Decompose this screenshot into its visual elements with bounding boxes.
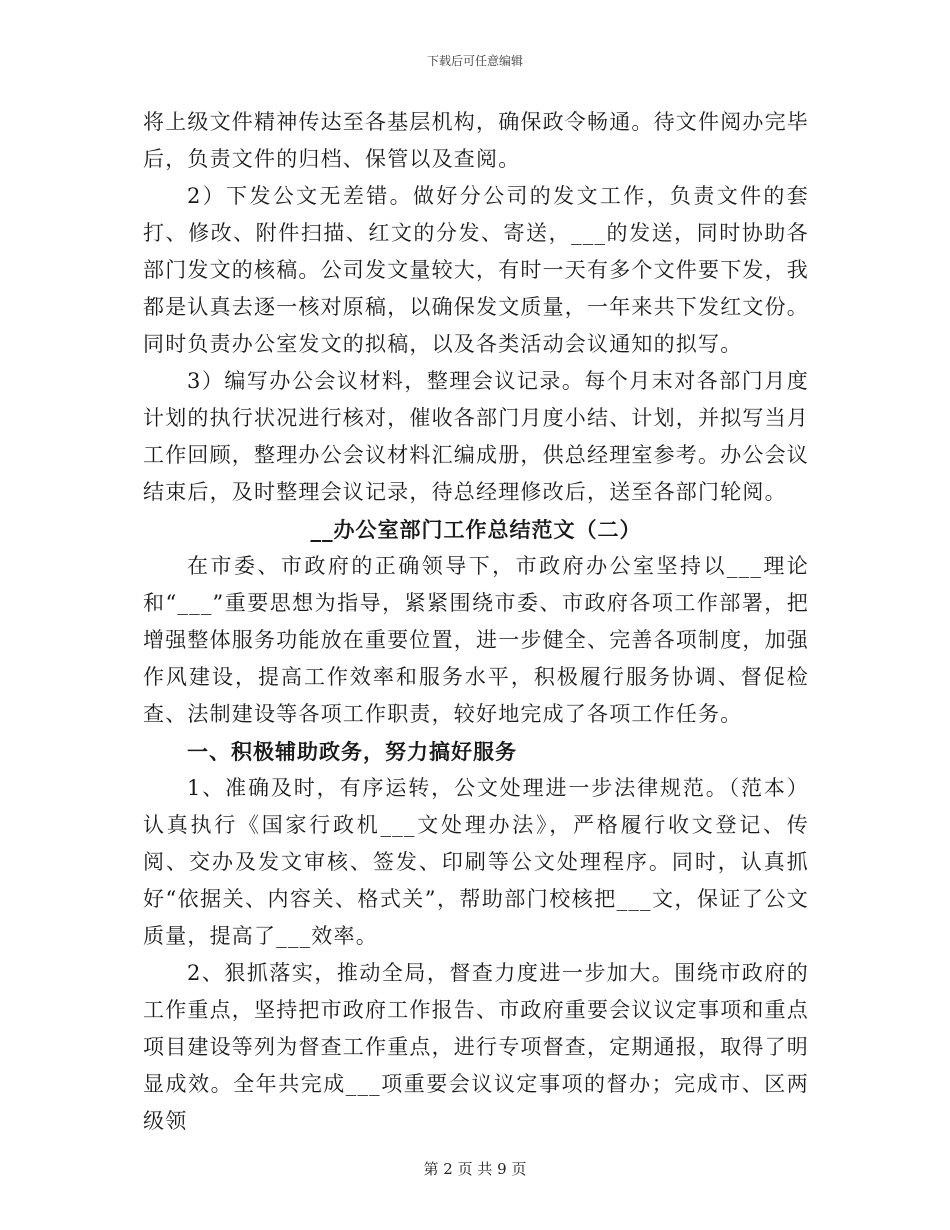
section-heading: 一、积极辅助政务，努力搞好服务 — [187, 739, 517, 764]
paragraph-intro: 在市委、市政府的正确领导下，市政府办公室坚持以___理论和“___”重要思想为指导，紧紧围绕市委、市政府各项工作部署，把增强整体服务功能放在重要位置，进一步健全、完善各项制度，加强作风建设，提高工作效率和服务水平，积极履行服务协调、督促检查、法制建设等各项工作职责，较好地完成了各项工作任务。 — [143, 554, 809, 726]
paragraph-point-1: 1、准确及时，有序运转，公文处理进一步法律规范。（范本）认真执行《国家行政机___文处理办法》，严格履行收文登记、传阅、交办及发文审核、签发、印刷等公文处理程序。同时，认真抓好“依据关、内容关、格式关”，帮助部门校核把___文，保证了公文质量，提高了___效率。 — [143, 776, 809, 948]
paragraph-item-2: 2）下发公文无差错。做好分公司的发文工作，负责文件的套打、修改、附件扫描、红文的分发、寄送，___的发送，同时协助各部门发文的核稿。公司发文量较大，有时一天有多个文件要下发，我都是认真去逐一核对原稿，以确保发文质量，一年来共下发红文份。同时负责办公室发文的拟稿，以及各类活动会议通知的拟写。 — [143, 184, 809, 356]
page-header: 下载后可任意编辑 — [426, 54, 523, 68]
paragraph-continuation: 将上级文件精神传达至各基层机构，确保政令畅通。待文件阅办完毕后，负责文件的归档、保管以及查阅。 — [143, 110, 809, 171]
page-footer: 第 2 页 共 9 页 — [423, 1160, 527, 1178]
section-title: __办公室部门工作总结范文（二） — [310, 517, 642, 542]
paragraph-point-2: 2、狠抓落实，推动全局，督查力度进一步加大。围绕市政府的工作重点，坚持把市政府工作报告、市政府重要会议议定事项和重点项目建设等列为督查工作重点，进行专项督查，定期通报，取得了明显成效。全年共完成___项重要会议议定事项的督办；完成市、区两级领 — [143, 961, 809, 1133]
paragraph-item-3: 3）编写办公会议材料，整理会议记录。每个月末对各部门月度计划的执行状况进行核对，催收各部门月度小结、计划，并拟写当月工作回顾，整理办公会议材料汇编成册，供总经理室参考。办公会议结束后，及时整理会议记录，待总经理修改后，送至各部门轮阅。 — [143, 369, 809, 504]
document-body — [143, 104, 809, 1140]
